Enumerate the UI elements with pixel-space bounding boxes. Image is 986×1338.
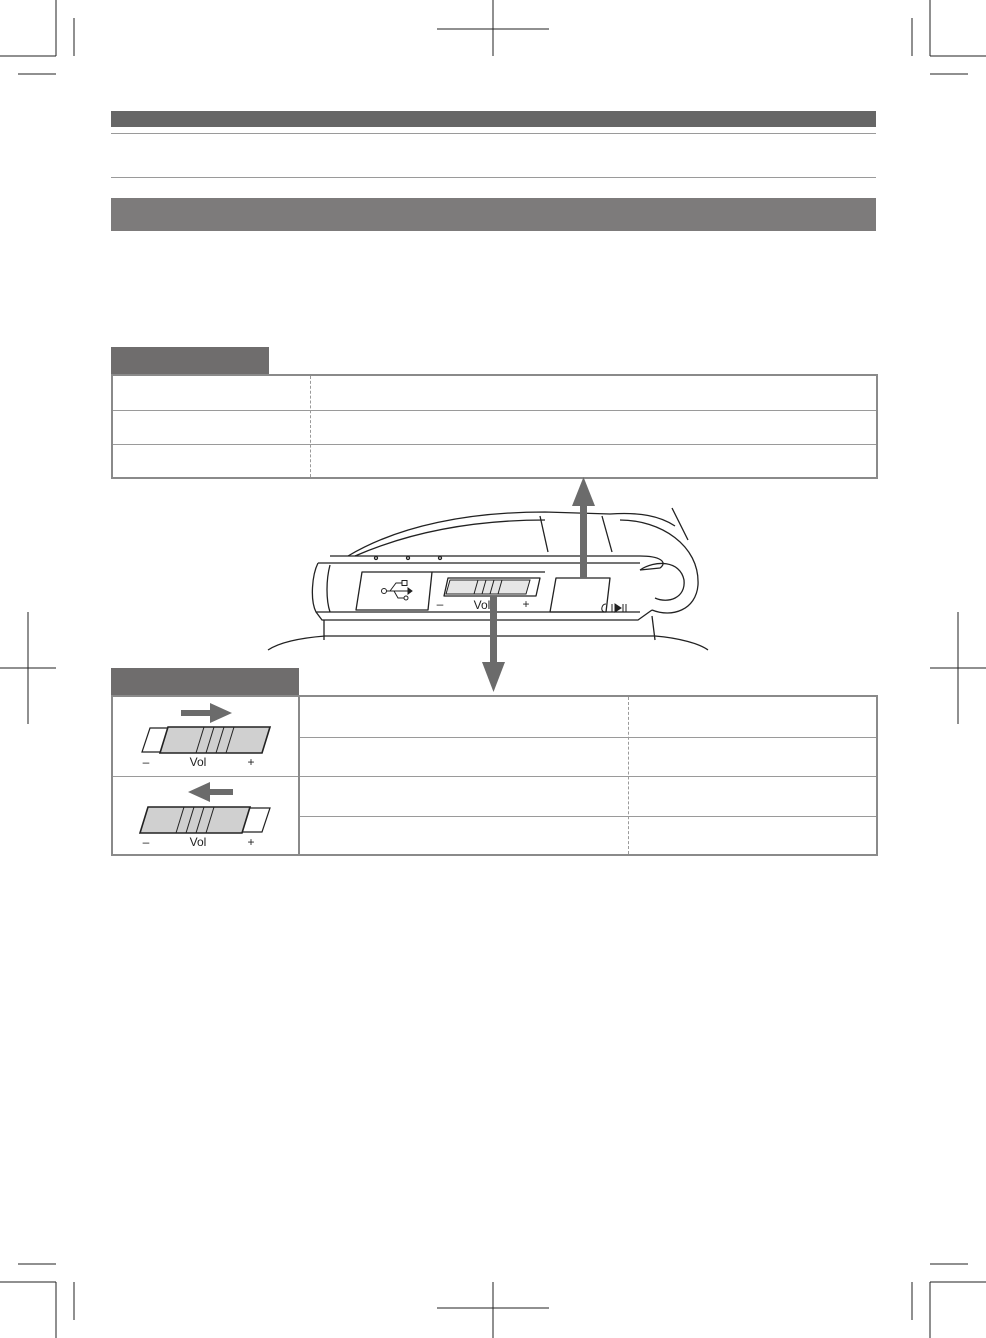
slider-plus-illustration — [142, 703, 270, 769]
slider1-vol: Vol — [189, 755, 207, 769]
right-arrow-icon — [181, 703, 232, 723]
slider2-plus: + — [247, 835, 255, 849]
slider1-plus: + — [247, 755, 255, 769]
device-vol-minus: – — [436, 597, 444, 611]
slider-minus-illustration — [140, 782, 270, 849]
slider2-vol: Vol — [189, 835, 207, 849]
device-vol-label: Vol — [473, 598, 491, 612]
slider1-minus: – — [142, 755, 150, 769]
device-vol-plus: + — [522, 597, 530, 611]
left-arrow-icon — [188, 782, 233, 802]
slider2-minus: – — [142, 835, 150, 849]
